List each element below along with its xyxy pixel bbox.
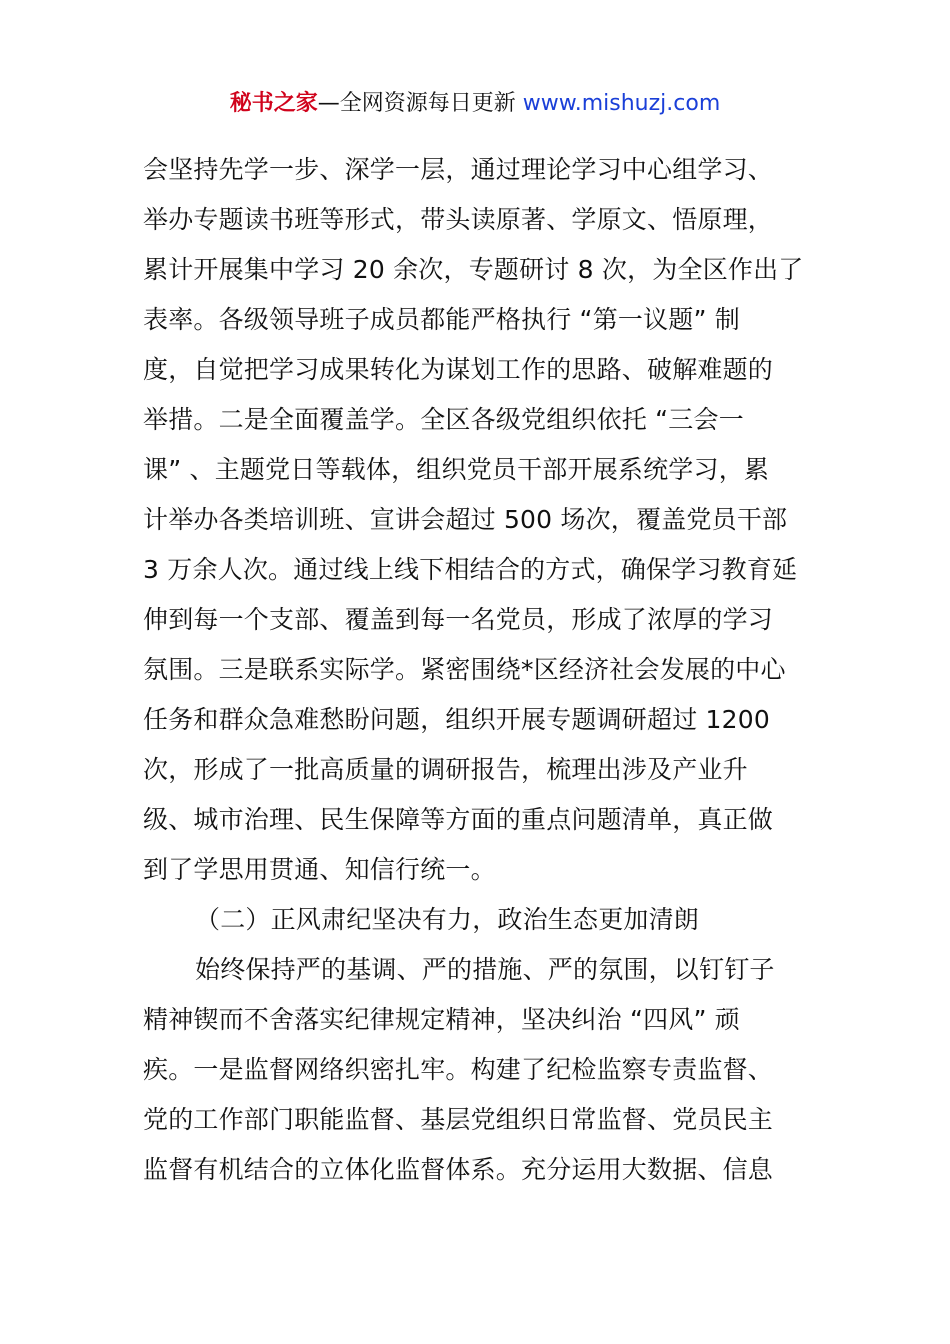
text-line: 疾。一是监督网络织密扎牢。构建了纪检监察专责监督、 xyxy=(143,1055,774,1084)
text-line: 级、城市治理、民生保障等方面的重点问题清单，真正做 xyxy=(143,805,774,834)
text-line: 课” 、主题党日等载体，组织党员干部开展系统学习，累 xyxy=(143,455,770,484)
text-line: 氛围。三是联系实际学。紧密围绕*区经济社会发展的中心 xyxy=(143,655,786,684)
text-line: 监督有机结合的立体化监督体系。充分运用大数据、信息 xyxy=(143,1155,774,1184)
paragraph-first-line: 始终保持严的基调、严的措施、严的氛围，以钉钉子 xyxy=(195,955,775,984)
text-line: 党的工作部门职能监督、基层党组织日常监督、党员民主 xyxy=(143,1105,774,1134)
brand-name: 秘书之家 xyxy=(229,91,318,116)
text-line: 到了学思用贯通、知信行统一。 xyxy=(143,855,496,884)
page-header xyxy=(0,88,950,120)
text-line: 任务和群众急难愁盼问题，组织开展专题调研超过 1200 xyxy=(143,705,770,734)
text-line: 计举办各类培训班、宣讲会超过 500 场次，覆盖党员干部 xyxy=(143,505,788,534)
header-tagline: —全网资源每日更新 xyxy=(317,91,523,116)
text-line: 精神锲而不舍落实纪律规定精神，坚决纠治 “四风” 顽 xyxy=(143,1005,740,1034)
text-line: 度，自觉把学习成果转化为谋划工作的思路、破解难题的 xyxy=(143,355,774,384)
text-line: 表率。各级领导班子成员都能严格执行 “第一议题” 制 xyxy=(143,305,740,334)
text-line: 次，形成了一批高质量的调研报告，梳理出涉及产业升 xyxy=(143,755,748,784)
section-heading: （二）正风肃纪坚决有力，政治生态更加清朗 xyxy=(195,905,700,934)
site-url-link[interactable]: www.mishuzj.com xyxy=(522,91,721,116)
text-line: 举办专题读书班等形式，带头读原著、学原文、悟原理， xyxy=(143,205,774,234)
text-line: 3 万余人次。通过线上线下相结合的方式，确保学习教育延 xyxy=(143,555,798,584)
document-body xyxy=(143,145,808,1195)
text-line: 举措。二是全面覆盖学。全区各级党组织依托 “三会一 xyxy=(143,405,744,434)
text-line: 会坚持先学一步、深学一层，通过理论学习中心组学习、 xyxy=(143,155,774,184)
text-line: 累计开展集中学习 20 余次，专题研讨 8 次，为全区作出了 xyxy=(143,255,804,284)
text-line: 伸到每一个支部、覆盖到每一名党员，形成了浓厚的学习 xyxy=(143,605,774,634)
